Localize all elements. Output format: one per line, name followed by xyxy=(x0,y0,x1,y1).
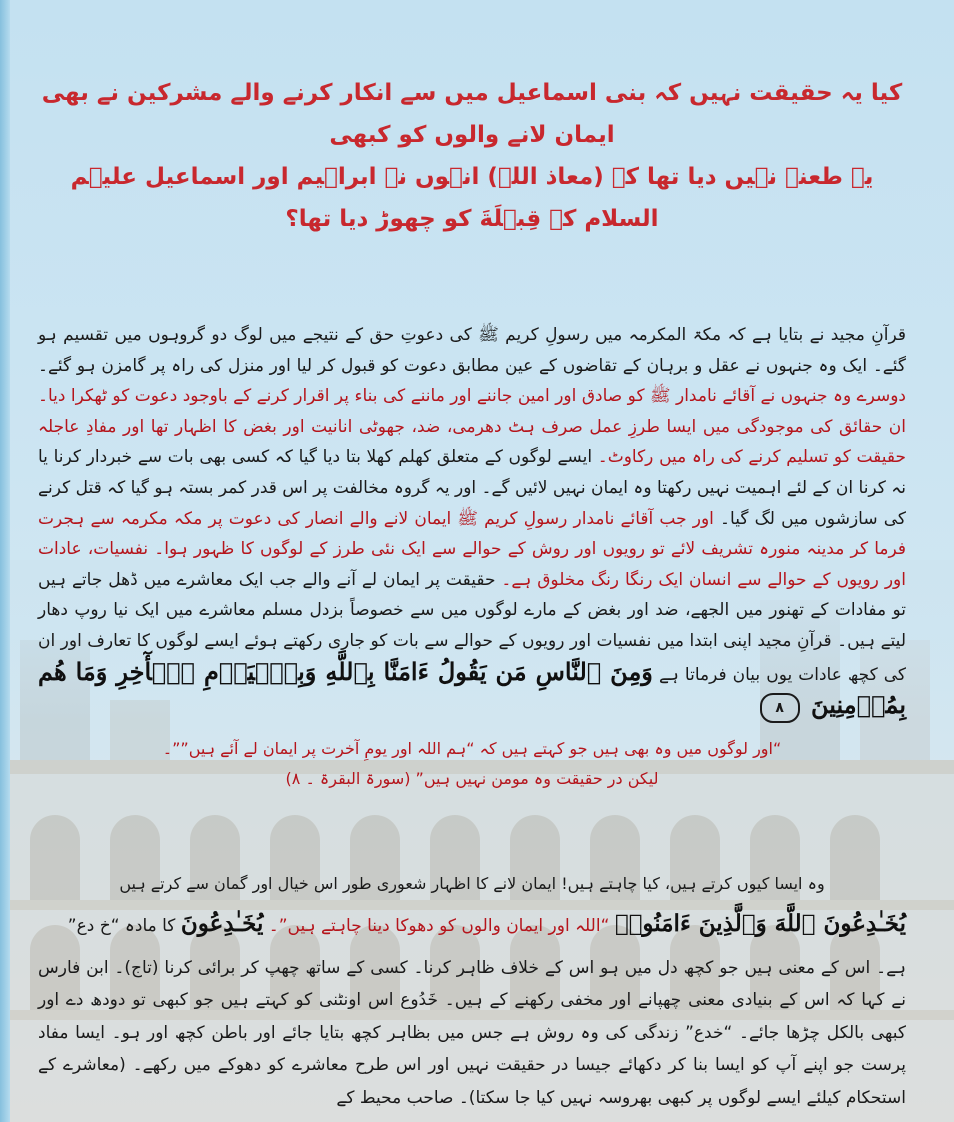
ayah-number-badge: ۸ xyxy=(760,693,800,723)
paragraph-sentence-4-red: اور جب آقائے نامدار رسولِ کریم ﷺ ایمان لانے والے انصار کی دعوت پر مکہ مکرمہ سے ہجرت فرما کر مدینہ منورہ تشریف لائے تو رویوں اور روش کے حوالے سے ایک نئی طرز کے لوگوں کا ظہور ہوا۔ نفسیات، عادات اور رویوں کے حوالے سے انسان ایک رنگا رنگ مخلوق ہے۔ xyxy=(38,508,906,590)
quote-line-2: لیکن در حقیقت وہ مومن نہیں ہیں” (سورۃ البقرۃ ۔ ۸) xyxy=(285,768,659,788)
main-paragraph xyxy=(38,320,906,724)
ayah-2-translation: “اللہ اور ایمان والوں کو دھوکا دینا چاہتے ہیں”۔ xyxy=(268,915,610,936)
paragraph-sentence-3: ایسے لوگوں کے متعلق کھلم کھلا بتا دیا گیا کہ کسی بھی بات سے خبردار کرنا یا نہ کرنا ان کے لئے اہمیت نہیں رکھتا وہ ایمان نہیں لائیں گے۔ اور یہ گروہ مخالفت پر اس قدر کمر بستہ ہو گیا کہ قتل کرنے کی سازشوں میں لگ گیا۔ xyxy=(38,447,906,529)
heading-line-1: کیا یہ حقیقت نہیں کہ بنی اسماعیل میں سے انکار کرنے والے مشرکین نے بھی ایمان لانے والوں کو کبھی xyxy=(41,80,903,148)
quran-ayah: وَمِنَ ٱلنَّاسِ مَن يَقُولُ ءَامَنَّا بِٱللَّهِ وَبِٱلۡيَوۡمِ ٱلۡأٓخِرِ وَمَا هُم بِمُؤۡمِنِينَ xyxy=(38,656,906,720)
paragraph-sentence-1: قرآنِ مجید نے بتایا ہے کہ مکۃ المکرمہ میں رسولِ کریم ﷺ کی دعوتِ حق کے نتیجے میں لوگ دو گروہوں میں تقسیم ہو گئے۔ ایک وہ جنہوں نے عقل و برہان کے تقاضوں کے عین مطابق دعوت کو قبول کر لیا اور منزل کی راہ پر گامزن ہو گئے۔ xyxy=(38,325,906,376)
root-word: يُخَـٰدِعُونَ xyxy=(180,909,264,937)
paragraph-sentence-2-red: دوسرے وہ جنہوں نے آقائے نامدار ﷺ کو صادق اور امین جاننے اور ماننے کی بناء پر اقرار کرنے کے باوجود دعوت کو ٹھکرا دیا۔ ان حقائق کی موجودگی میں ایسا طرزِ عمل صرف ہٹ دھرمی، ضد، جھوٹی انانیت اور بغض کا اظہار تھا اور مفادِ عاجلہ حقیقت کو تسلیم کرنے کی راہ میں رکاوٹ۔ xyxy=(38,386,907,468)
second-intro-line: وہ ایسا کیوں کرتے ہیں، کیا چاہتے ہیں! ایمان لانے کا اظہار شعوری طور اس خیال اور گمان سے کرتے ہیں xyxy=(119,873,825,893)
quran-ayah-2: يُخَـٰدِعُونَ ٱللَّهَ وَٱلَّذِينَ ءَامَنُوا۟ xyxy=(614,909,906,937)
second-section xyxy=(38,868,906,1115)
ayah-with-translation xyxy=(38,904,906,946)
second-paragraph-body: ہے۔ اس کے معنی ہیں جو کچھ دل میں ہو اس کے خلاف ظاہر کرنا۔ کسی کے ساتھ چھپ کر برائی کرنا (تاج)۔ ابن فارس نے کہا کہ اس کے بنیادی معنی چھپانے اور مخفی رکھنے کے ہیں۔ خَدُوع اس اونٹنی کو کہتے ہیں جو کبھی تو دودھ دے اور کبھی بالکل چڑھا جائے۔ “خدع” زندگی کی وہ روش ہے جس میں بظاہر کچھ بتایا جائے اور باطن کچھ اور ہو۔ ایسا مفاد پرست جو اپنے آپ کو ایسا بنا کر دکھائے جیسا در حقیقت نہیں اور اس طرح معاشرے کو دھوکے میں رکھے۔ (معاشرے کے استحکام کیلئے ایسے لوگوں پر کبھی بھروسہ نہیں کیا جا سکتا)۔ صاحب محیط کے xyxy=(38,957,906,1108)
paragraph-sentence-5: حقیقت پر ایمان لے آنے والے جب ایک معاشرے میں ڈھل جاتے ہیں تو مفادات کے تھنور میں الجھے، ضد اور بغض کے مارے لوگوں میں سے خصوصاً بزدل مسلم معاشرے میں ایک نیا روپ دھار لیتے ہیں۔ قرآنِ مجید اپنی ابتدا میں نفسیات اور رویوں کے حوالے سے بات کو جاری رکھتے ہوئے ایسے لوگوں کا تعارف اور ان کی کچھ عادات یوں بیان فرماتا ہے xyxy=(38,569,907,685)
quote-line-1: “اور لوگوں میں وہ بھی ہیں جو کہتے ہیں کہ “ہم اللہ اور یومِ آخرت پر ایمان لے آئے ہیں””۔ xyxy=(162,738,782,758)
translation-quote xyxy=(38,734,906,794)
root-word-tail: کا مادہ “خ دع” xyxy=(67,915,176,936)
page-heading xyxy=(38,72,906,240)
heading-line-2: یہ طعنہ نہیں دیا تھا کہ (معاذ اللہ) انہوں نے ابراہیم اور اسماعیل علیہم السلام کے قِبۡلَةَ کو چھوڑ دیا تھا؟ xyxy=(70,164,874,232)
